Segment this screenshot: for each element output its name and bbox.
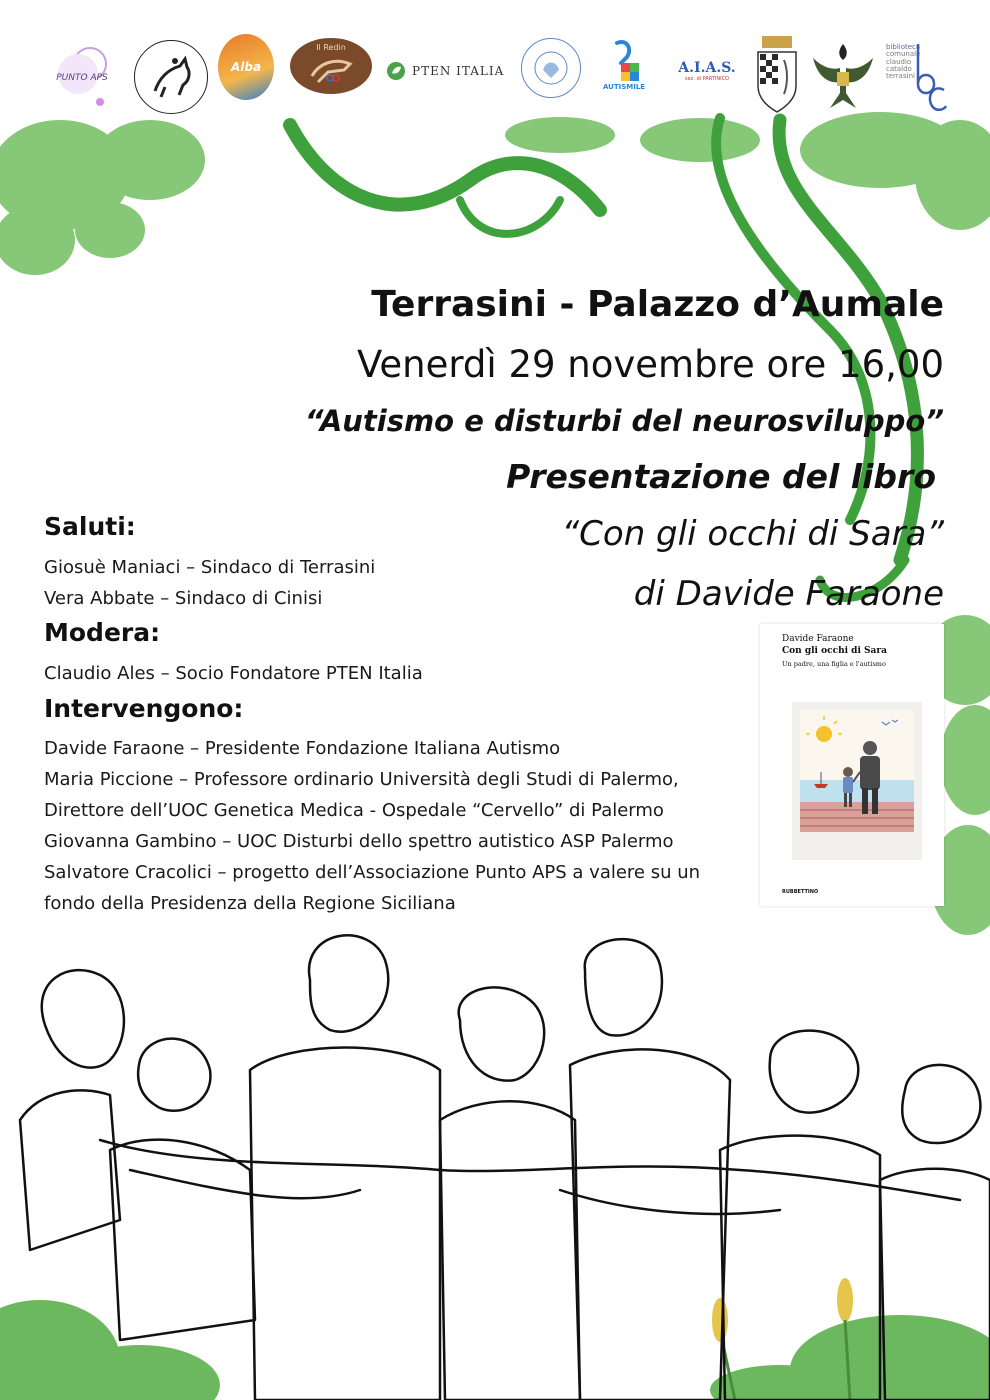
book-cover-illustration	[792, 702, 922, 860]
biblioteca-line-5: terrasini	[886, 72, 915, 81]
saluti-line-1: Giosuè Maniaci – Sindaco di Terrasini	[44, 557, 376, 578]
il-redin-text: Il Redin	[316, 43, 346, 52]
aias-logo	[668, 54, 746, 88]
biblioteca-line-4: cataldo	[886, 65, 912, 74]
jumping-horse-icon	[308, 54, 354, 84]
book-title: “Con gli occhi di Sara”	[561, 514, 944, 554]
alba-text: Alba	[230, 59, 262, 74]
event-location: Terrasini - Palazzo d’Aumale	[371, 284, 944, 325]
modera-line-1: Claudio Ales – Socio Fondatore PTEN Italia	[44, 663, 423, 684]
intervengono-line-2: Maria Piccione – Professore ordinario Università degli Studi di Palermo,	[44, 769, 679, 790]
biblioteca-line-1: biblioteca	[886, 43, 921, 51]
puzzle-figure-icon	[607, 39, 641, 83]
book-cover-author: Davide Faraone	[782, 634, 854, 644]
book-author: di Davide Faraone	[633, 574, 944, 614]
eagle-coat-of-arms	[808, 38, 878, 114]
event-date: Venerdì 29 novembre ore 16,00	[356, 343, 944, 386]
eagle-icon	[808, 38, 878, 114]
book-cover-subtitle: Un padre, una figlia e l'autismo	[782, 660, 886, 668]
biblioteca-line-2: comunale	[886, 50, 921, 59]
saluti-line-2: Vera Abbate – Sindaco di Cinisi	[44, 588, 323, 609]
intervengono-line-1: Davide Faraone – Presidente Fondazione Italiana Autismo	[44, 738, 561, 759]
event-theme: “Autismo e disturbi del neurosviluppo”	[304, 404, 944, 438]
seal-logo	[521, 38, 581, 98]
biblioteca-line-3: claudio	[886, 57, 912, 66]
intervengono-line-4: Giovanna Gambino – UOC Disturbi dello spettro autistico ASP Palermo	[44, 831, 674, 852]
il-redin-logo	[290, 38, 372, 94]
alba-logo	[218, 34, 274, 100]
bc-monogram-icon	[912, 40, 948, 114]
people-line-art	[0, 920, 990, 1400]
aias-text: A.I.A.S.	[678, 60, 736, 76]
pten-italia-logo	[386, 60, 516, 82]
partner-logos	[0, 0, 990, 118]
seal-icon	[531, 48, 571, 88]
book-cover	[760, 624, 944, 906]
saluti-heading: Saluti:	[44, 512, 136, 541]
asd-horse-logo	[134, 40, 208, 114]
pten-leaf-icon	[386, 61, 406, 81]
intervengono-line-5: Salvatore Cracolici – progetto dell’Associazione Punto APS a valere su un	[44, 862, 701, 883]
coat-of-arms-icon	[754, 34, 800, 114]
modera-heading: Modera:	[44, 618, 161, 647]
horse-rider-icon	[145, 51, 197, 103]
biblioteca-logo	[886, 40, 948, 114]
punto-aps-logo	[50, 44, 114, 114]
autismile-text: AUTISMILE	[602, 83, 646, 91]
book-cover-publisher: RUBBETTINO	[782, 889, 819, 895]
intervengono-heading: Intervengono:	[44, 694, 244, 723]
pten-italia-text: PTEN ITALIA	[412, 64, 505, 78]
terrasini-coat-of-arms	[754, 34, 800, 114]
intervengono-line-3: Direttore dell’UOC Genetica Medica - Ospedale “Cervello” di Palermo	[44, 800, 664, 821]
book-cover-title: Con gli occhi di Sara	[782, 646, 887, 656]
punto-aps-text: PUNTO APS	[56, 73, 108, 83]
intervengono-line-6: fondo della Presidenza della Regione Siciliana	[44, 893, 456, 914]
book-presentation-label: Presentazione del libro	[506, 457, 936, 496]
autismile-logo	[598, 34, 650, 96]
aias-subtext: sez. di PARTINICO	[684, 76, 730, 82]
